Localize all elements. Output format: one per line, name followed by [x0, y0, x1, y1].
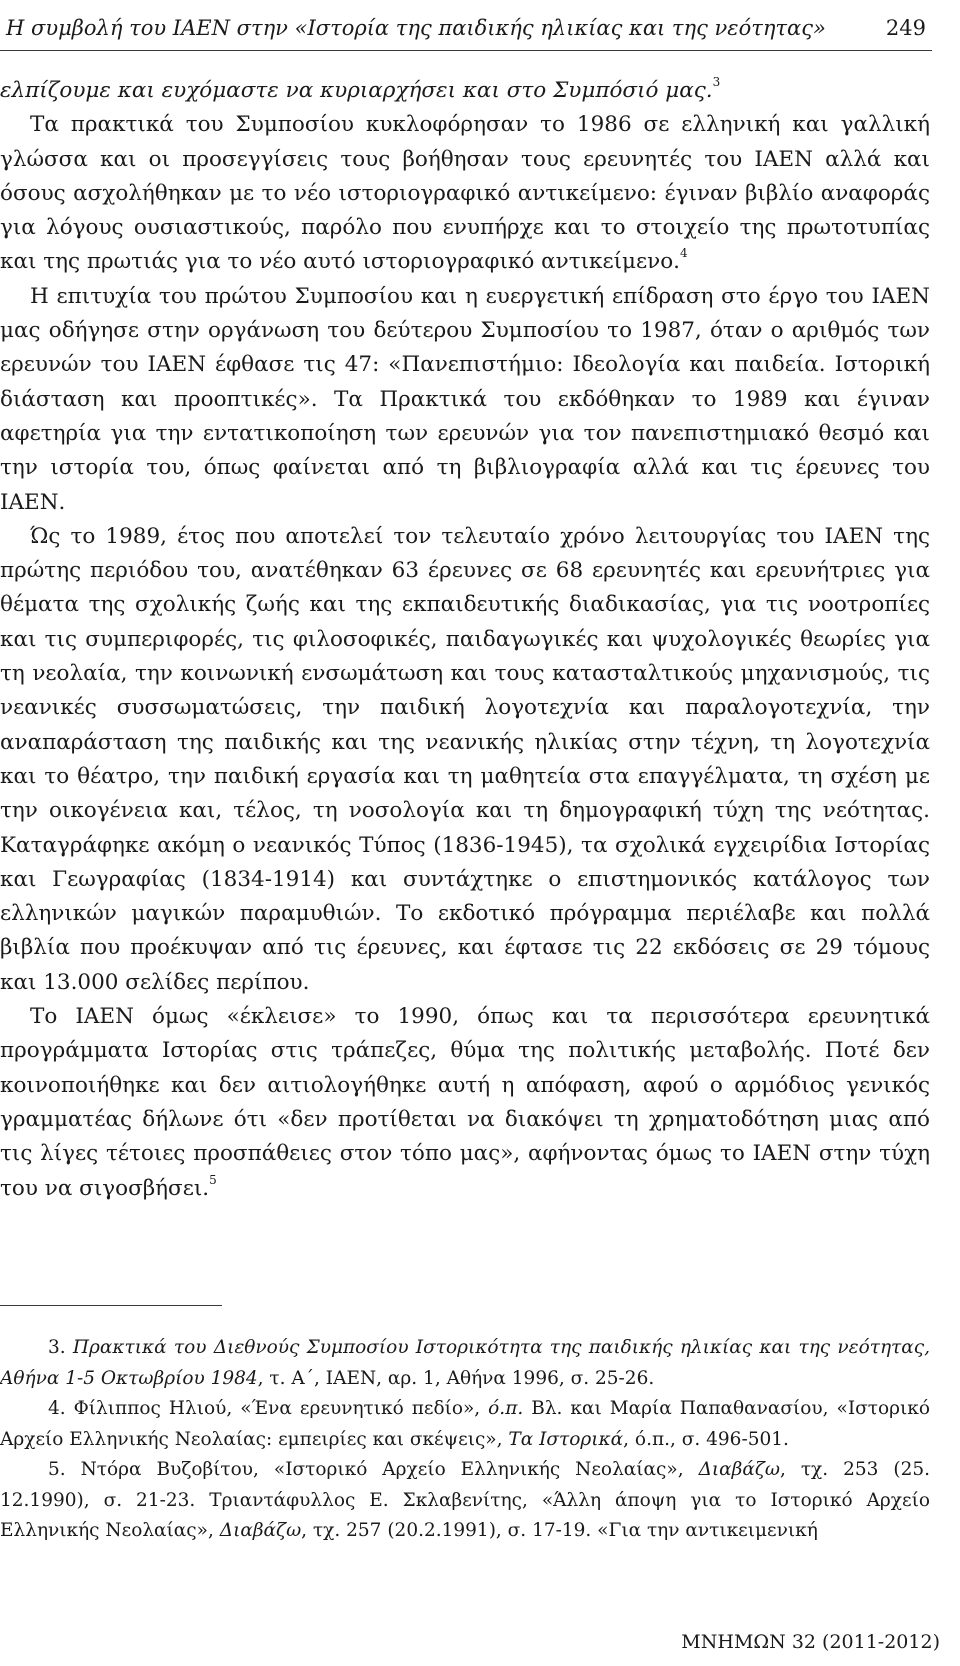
- running-header: [6, 14, 926, 42]
- paragraph-2-text: Τα πρακτικά του Συμποσίου κυκλοφόρησαν το 1986 σε ελληνική και γαλλική γλώσσα και οι προσεγγίσεις τους βοήθησαν τους ερευνητές του ΙΑΕΝ αλλά και όσους ασχολήθηκαν με το νέο ιστοριογραφικό αντικείμενο: έγιναν βιβλίο αναφοράς για λόγους ουσιαστικούς, παρόλο που ενυπήρχε και το στοιχείο της πρωτοτυπίας και της πρωτιάς για το νέο αυτό ιστοριογραφικό αντικείμενο.: [0, 112, 930, 275]
- footnote-5: [0, 1455, 930, 1547]
- footnote-4-text-b: Βλ. και Μαρία Παπαθανασίου, «Ιστορικό Αρχείο Ελληνικής Νεολαίας: εμπειρίες και σκέψεις»,: [0, 1398, 930, 1450]
- paragraph-4: Ώς το 1989, έτος που αποτελεί τον τελευταίο χρόνο λειτουργίας του ΙΑΕΝ της πρώτης περιόδου του, ανατέθηκαν 63 έρευνες σε 68 ερευνητές και ερευνήτριες για θέματα της σχολικής ζωής και της εκπαιδευτικής διαδικασίας, για τις νοοτροπίες και τις συμπεριφορές, τις φιλοσοφικές, παιδαγωγικές και ψυχολογικές θεωρίες για τη νεολαία, την κοινωνική ενσωμάτωση και τους κατασταλτικούς μηχανισμούς, τις νεανικές συσσωματώσεις, την παιδική λογοτεχνία και παραλογοτεχνία, την αναπαράσταση της παιδικής και της νεανικής ηλικίας στην τέχνη, τη λογοτεχνία και το θέατρο, την παιδική εργασία και τη μαθητεία στα επαγγέλματα, τη σχέση με την οικογένεια και, τέλος, τη νοσολογία και τη δημογραφική τύχη της νεότητας. Καταγράφηκε ακόμη ο νεανικός Τύπος (1836-1945), τα σχολικά εγχειρίδια Ιστορίας και Γεωγραφίας (1834-1914) και συντάχτηκε ο επιστημονικός κατάλογος των ελληνικών μαγικών παραμυθιών. Το εκδοτικό πρόγραμμα περιέλαβε και πολλά βιβλία που προέκυψαν από τις έρευνες, και έφτασε τις 22 εκδόσεις σε 29 τόμους και 13.000 σελίδες περίπου.: [0, 523, 930, 995]
- header-rule: [0, 50, 932, 51]
- footnote-rule: [0, 1305, 222, 1306]
- paragraph-2: [0, 108, 930, 279]
- footnote-4-text-a: 4. Φίλιππος Ηλιού, «Ένα ερευνητικό πεδίο»,: [48, 1398, 489, 1419]
- footnotes: [0, 1333, 930, 1547]
- footnote-4: [0, 1394, 930, 1455]
- footnote-ref-4[interactable]: 4: [680, 246, 688, 261]
- paragraph-1-text: ελπίζουμε και ευχόμαστε να κυριαρχήσει και στο Συμπόσιό μας.: [0, 78, 713, 103]
- footnote-5-journal-2: Διαβάζω: [219, 1520, 302, 1541]
- running-title: Η συμβολή του ΙΑΕΝ στην «Ιστορία της παιδικής ηλικίας και της νεότητας»: [6, 16, 826, 40]
- footnote-3-number: 3.: [48, 1337, 66, 1358]
- footnote-4-journal: Τα Ιστορικά: [508, 1428, 624, 1450]
- footnote-3: [0, 1333, 930, 1394]
- footnote-4-op: ό.π.: [488, 1398, 524, 1419]
- paragraph-1: [0, 74, 930, 108]
- body-text: [0, 74, 930, 1206]
- footnote-ref-3[interactable]: 3: [712, 75, 721, 89]
- footnote-5-text-a: 5. Ντόρα Βυζοβίτου, «Ιστορικό Αρχείο Ελληνικής Νεολαίας»,: [48, 1459, 699, 1480]
- page-number: 249: [885, 16, 926, 40]
- footnote-3-rest: , τ. Α΄, ΙΑΕΝ, αρ. 1, Αθήνα 1996, σ. 25-26.: [257, 1367, 655, 1389]
- paragraph-5-text: Το ΙΑΕΝ όμως «έκλεισε» το 1990, όπως και τα περισσότερα ερευνητικά προγράμματα Ιστορίας στις τράπεζες, θύμα της πολιτικής μεταβολής. Ποτέ δεν κοινοποιήθηκε και δεν αιτιολογήθηκε αυτή η απόφαση, αφού ο αρμόδιος γενικός γραμματέας δήλωνε ότι «δεν προτίθεται να διακόψει τη χρηματοδότηση μιας από τις λίγες τέτοιες προσπάθειες στον τόπο μας», αφήνοντας όμως το ΙΑΕΝ στην τύχη του να σιγοσβήσει.: [0, 1004, 930, 1201]
- footnote-4-text-c: , ό.π., σ. 496-501.: [623, 1428, 789, 1450]
- footnote-5-text-b: , τχ. 253 (25. 12.1990), σ. 21-23. Τριαντάφυλλος Ε. Σκλαβενίτης, «Άλλη άποψη για το Ιστορικό Αρχείο Ελληνικής Νεολαίας»,: [0, 1459, 930, 1541]
- paragraph-5: [0, 1000, 930, 1206]
- footnote-3-title: Πρακτικά του Διεθνούς Συμποσίου Ιστορικότητα της παιδικής ηλικίας και της νεότητας, Αθήνα 1-5 Οκτωβρίου 1984: [0, 1337, 930, 1389]
- footnote-5-journal-1: Διαβάζω: [698, 1459, 780, 1480]
- journal-footer: ΜΝΗΜΩΝ 32 (2011-2012): [681, 1631, 940, 1653]
- footnote-5-text-c: , τχ. 257 (20.2.1991), σ. 17-19. «Για την αντικειμενική: [301, 1520, 818, 1541]
- footnote-ref-5[interactable]: 5: [209, 1172, 217, 1187]
- paragraph-3: Η επιτυχία του πρώτου Συμποσίου και η ευεργετική επίδραση στο έργο του ΙΑΕΝ μας οδήγησε στην οργάνωση του δεύτερου Συμποσίου το 1987, όταν ο αριθμός των ερευνών του ΙΑΕΝ έφθασε τις 47: «Πανεπιστήμιο: Ιδεολογία και παιδεία. Ιστορική διάσταση και προοπτικές». Τα Πρακτικά του εκδόθηκαν το 1989 και έγιναν αφετηρία για την εντατικοποίηση των ερευνών για τον πανεπιστημιακό θεσμό και την ιστορία του, όπως φαίνεται από τη βιβλιογραφία αλλά και τις έρευνες του ΙΑΕΝ.: [0, 283, 930, 515]
